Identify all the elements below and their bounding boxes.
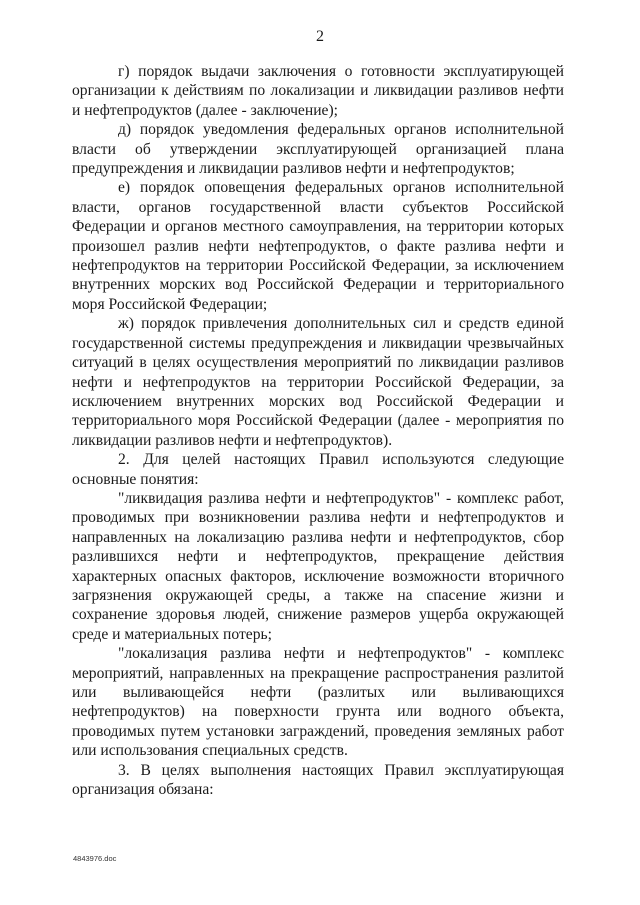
list-item-e: е) порядок оповещения федеральных органов исполнительной власти, органов государственной власти субъектов Российской Федерации и органов местного самоуправления, на территории которых произошел разлив нефти нефтепродуктов, о факте разлива нефти и нефтепродуктов на территории Российской Федерации, за исключением внутренних морских вод Российской Федерации и территориального моря Российской Федерации; bbox=[72, 179, 564, 313]
document-code: 4843976.doc bbox=[73, 854, 117, 863]
list-item-g: г) порядок выдачи заключения о готовности эксплуатирующей организации к действиям по локализации и ликвидации разливов нефти и нефтепродуктов (далее - заключение); bbox=[72, 63, 564, 119]
page-number: 2 bbox=[316, 28, 324, 45]
document-body bbox=[72, 62, 564, 799]
definition-liquidation: "ликвидация разлива нефти и нефтепродуктов" - комплекс работ, проводимых при возникновении разлива нефти и нефтепродуктов и направленных на локализацию разлива нефти и нефтепродуктов, сбор разлившихся нефти и нефтепродуктов, прекращение действия характерных опасных факторов, исключение возможности вторичного загрязнения окружающей среды, а также на спасение жизни и сохранение здоровья людей, снижение размеров ущерба окружающей среде и материальных потерь; bbox=[72, 489, 564, 643]
definition-localization: "локализация разлива нефти и нефтепродуктов" - комплекс мероприятий, направленных на прекращение распространения разлитой или выливающейся нефти (разлитых или выливающихся нефтепродуктов) на поверхности грунта или водного объекта, проводимых путем установки заграждений, проведения земляных работ или использования специальных средств. bbox=[72, 645, 564, 760]
section-2-intro: 2. Для целей настоящих Правил используются следующие основные понятия: bbox=[72, 451, 564, 488]
section-3-intro: 3. В целях выполнения настоящих Правил эксплуатирующая организация обязана: bbox=[72, 761, 564, 799]
list-item-zh: ж) порядок привлечения дополнительных сил и средств единой государственной системы предупреждения и ликвидации чрезвычайных ситуаций в целях осуществления мероприятий по ликвидации разливов нефти и нефтепродуктов на территории Российской Федерации, за исключением внутренних морских вод Российской Федерации и территориального моря Российской Федерации (далее - мероприятия по ликвидации разливов нефти и нефтепродуктов). bbox=[72, 315, 564, 449]
list-item-d: д) порядок уведомления федеральных органов исполнительной власти об утверждении эксплуатирующей организацией плана предупреждения и ликвидации разливов нефти и нефтепродуктов; bbox=[72, 121, 564, 178]
